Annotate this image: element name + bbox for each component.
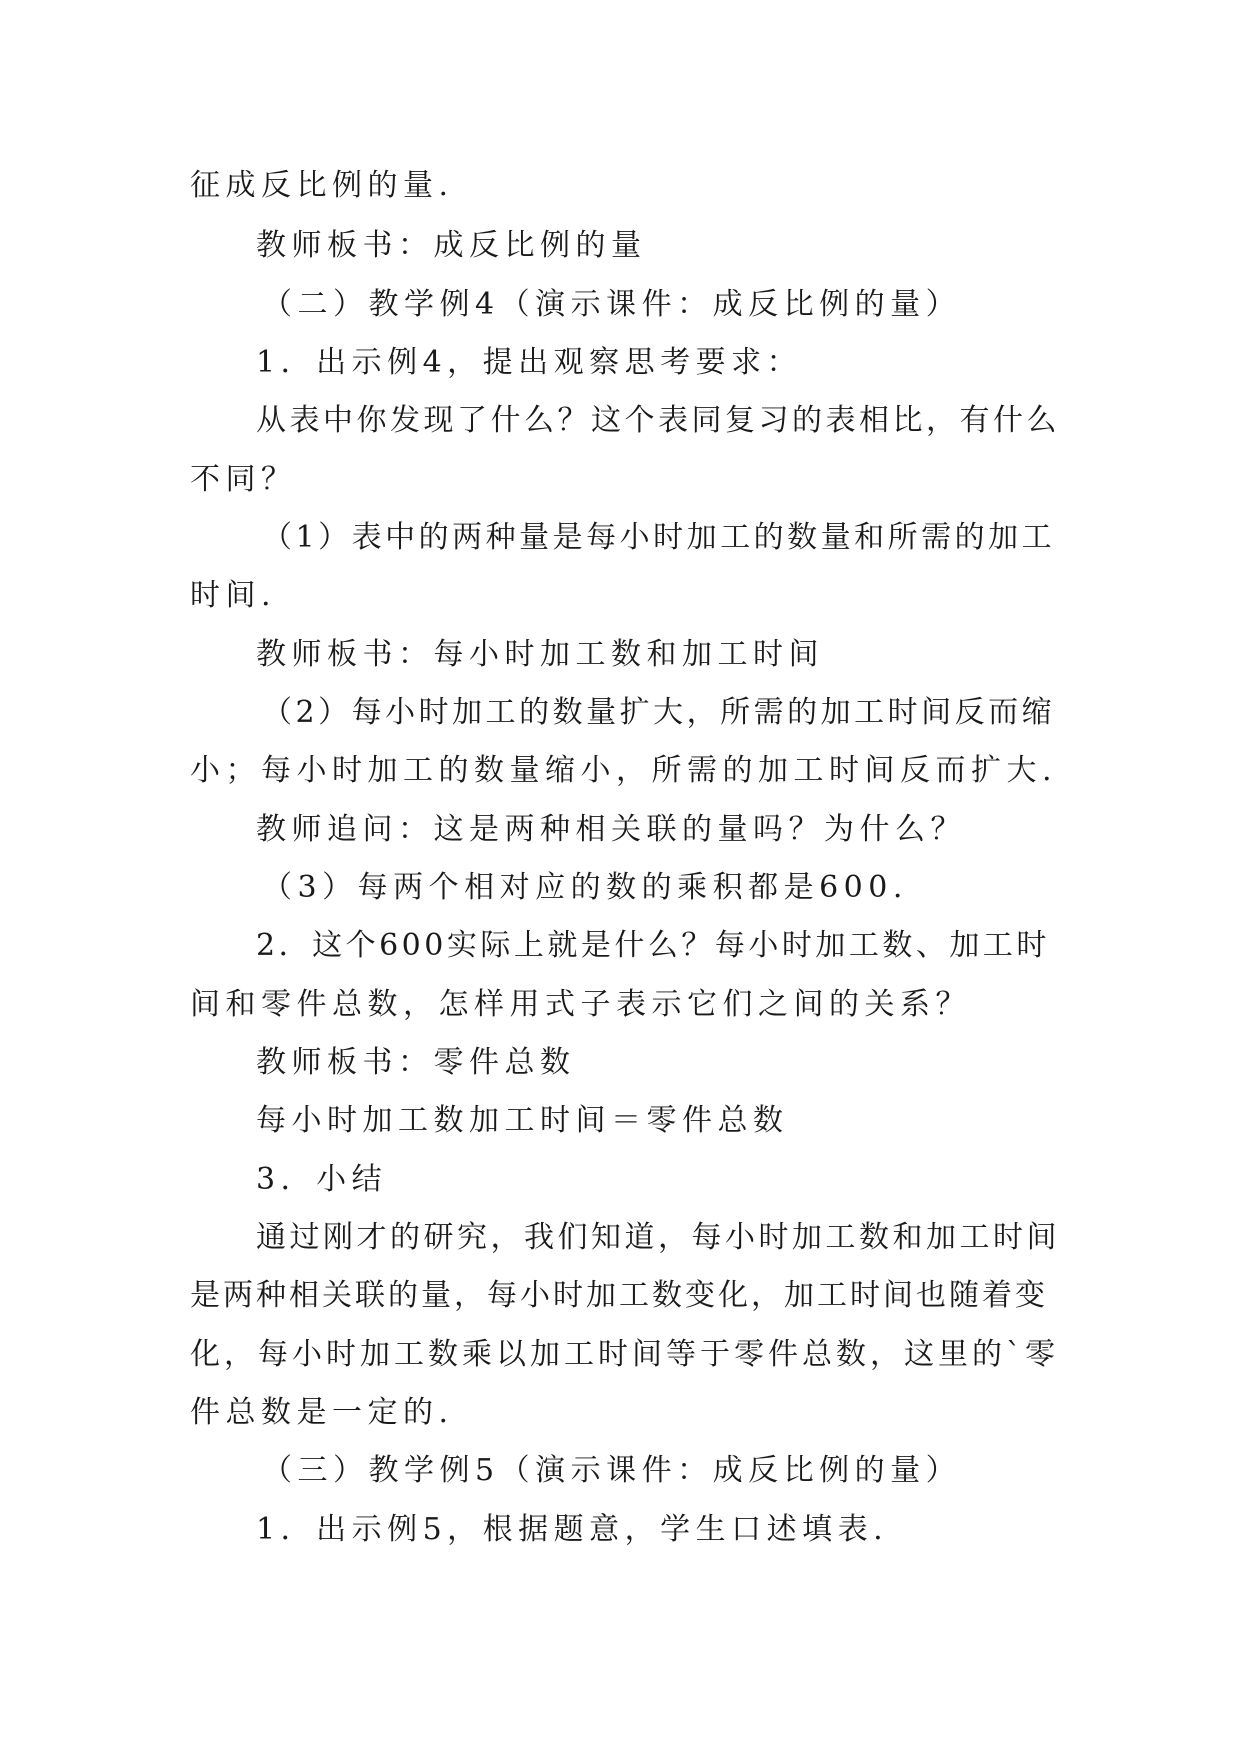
text-line: 每小时加工数加工时间＝零件总数	[256, 1103, 789, 1138]
text-line: 不同？	[190, 462, 297, 497]
text-line: 教师板书：每小时加工数和加工时间	[256, 637, 824, 672]
text-line: 教师追问：这是两种相关联的量吗？为什么？	[256, 812, 966, 847]
text-line: 通过刚才的研究，我们知道，每小时加工数和加工时间	[256, 1220, 1060, 1255]
text-line: 征成反比例的量.	[190, 168, 454, 203]
text-line: （1）表中的两种量是每小时加工的数量和所需的加工	[262, 520, 1056, 555]
text-line: （3）每两个相对应的数的乘积都是600.	[262, 870, 908, 905]
text-line: 教师板书：零件总数	[256, 1045, 576, 1080]
text-line: 2．这个600实际上就是什么？每小时加工数、加工时	[256, 928, 1050, 963]
section-heading: （三）教学例5（演示课件：成反比例的量）	[262, 1453, 962, 1488]
text-line: 间和零件总数，怎样用式子表示它们之间的关系？	[190, 987, 971, 1022]
section-heading: （二）教学例4（演示课件：成反比例的量）	[262, 287, 962, 322]
text-line: 时间.	[190, 578, 277, 613]
text-line: 1．出示例5，根据题意，学生口述填表.	[256, 1512, 889, 1547]
text-line: （2）每小时加工的数量扩大，所需的加工时间反而缩	[262, 695, 1056, 730]
text-line: 小；每小时加工的数量缩小，所需的加工时间反而扩大.	[190, 753, 1058, 788]
text-line: 从表中你发现了什么？这个表同复习的表相比，有什么	[256, 403, 1060, 438]
text-line: 是两种相关联的量，每小时加工数变化，加工时间也随着变	[190, 1278, 1048, 1313]
text-line: 件总数是一定的.	[190, 1395, 454, 1430]
text-line: 1．出示例4，提出观察思考要求：	[256, 345, 803, 380]
text-line: 教师板书：成反比例的量	[256, 228, 647, 263]
text-line: 化，每小时加工数乘以加工时间等于零件总数，这里的`零	[190, 1337, 1059, 1372]
text-line: 3．小结	[256, 1162, 388, 1197]
